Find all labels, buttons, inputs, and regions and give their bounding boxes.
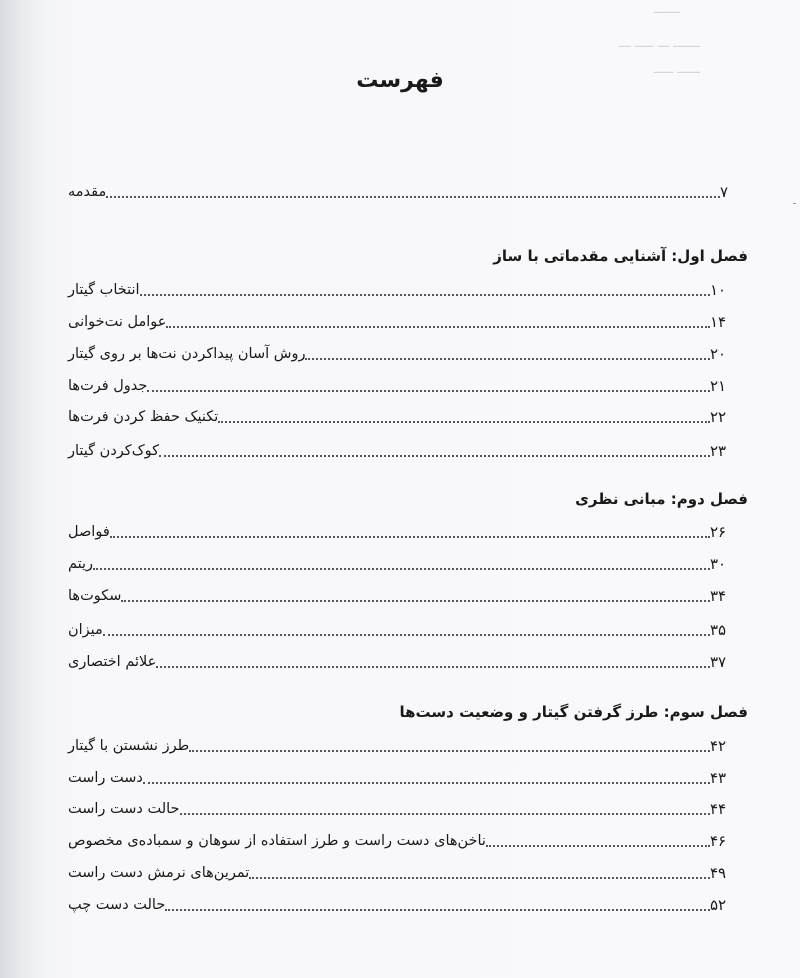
- dot-leader: [166, 326, 710, 328]
- page-number: ۴۹: [710, 864, 727, 882]
- toc-entry[interactable]: [64, 893, 738, 915]
- show-through-text: ـــــــ ـــ ـــــ ـــ: [619, 36, 700, 51]
- dot-leader: [121, 600, 710, 602]
- chapter-heading-2[interactable]: فصل دوم: مبانی نظری: [575, 490, 748, 508]
- page-number: ۳۵: [710, 621, 727, 639]
- toc-entry[interactable]: [64, 797, 738, 819]
- toc-entry-label: حالت دست راست: [68, 801, 180, 817]
- page-number: ۵۲: [710, 896, 727, 914]
- toc-entry[interactable]: [64, 405, 738, 427]
- toc-entry[interactable]: [64, 584, 738, 606]
- toc-entry-label: روش آسان پیداکردن نت‌ها بر روی گیتار: [68, 346, 306, 362]
- page-number: ۴۴: [710, 800, 727, 818]
- page-number: ۴۶: [710, 832, 727, 850]
- dot-leader: [103, 634, 710, 636]
- page-number: ۷: [720, 183, 729, 201]
- page-number: ۲۱: [710, 377, 727, 395]
- chapter-heading-3[interactable]: فصل سوم: طرز گرفتن گیتار و وضعیت دست‌ها: [399, 703, 748, 721]
- toc-entry-label: حالت دست چپ: [68, 897, 166, 913]
- dot-leader: [165, 909, 710, 911]
- toc-entry-label: میزان: [68, 622, 103, 638]
- page-number: ۲۶: [710, 523, 727, 541]
- dot-leader: [180, 813, 710, 815]
- page-number: ۴۳: [710, 769, 727, 787]
- toc-entry[interactable]: [64, 734, 738, 756]
- toc-entry-label: انتخاب گیتار: [68, 282, 140, 298]
- page-number: ۳۷: [710, 653, 727, 671]
- dot-leader: [249, 877, 710, 879]
- toc-entry-label: سکوت‌ها: [68, 588, 122, 604]
- page-number: ۱۴: [710, 313, 727, 331]
- toc-entry[interactable]: [64, 766, 738, 788]
- toc-entry-label: ناخن‌های دست راست و طرز استفاده از سوهان و سمباده‌ی مخصوص: [68, 833, 486, 849]
- dot-leader: [218, 421, 710, 423]
- toc-entry-label: علائم اختصاری: [68, 654, 157, 670]
- dot-leader: [147, 390, 710, 392]
- page-number: ۳۰: [710, 555, 727, 573]
- toc-entry-label: فواصل: [68, 524, 110, 540]
- page-number: ۴۲: [710, 737, 727, 755]
- toc-entry[interactable]: [64, 278, 738, 300]
- toc-entry[interactable]: [64, 374, 738, 396]
- toc-entry[interactable]: [64, 439, 738, 461]
- toc-entry-label: طرز نشستن با گیتار: [68, 738, 190, 754]
- scan-mark: [793, 203, 796, 204]
- toc-entry-intro[interactable]: [64, 180, 748, 202]
- page-number: ۲۲: [710, 408, 727, 426]
- toc-entry[interactable]: [64, 618, 738, 640]
- toc-entry[interactable]: [64, 829, 738, 851]
- dot-leader: [110, 536, 710, 538]
- toc-entry-label: دست راست: [68, 770, 143, 786]
- toc-entry[interactable]: [64, 342, 738, 364]
- toc-entry-label: ریتم: [68, 556, 94, 572]
- dot-leader: [486, 845, 710, 847]
- show-through-text: ـــــــ: [653, 2, 680, 17]
- toc-entry-label: مقدمه: [68, 184, 107, 200]
- dot-leader: [106, 196, 720, 198]
- toc-entry[interactable]: [64, 650, 738, 672]
- dot-leader: [140, 294, 710, 296]
- page-number: ۱۰: [710, 281, 727, 299]
- toc-entry-label: جدول فرت‌ها: [68, 378, 148, 394]
- dot-leader: [189, 750, 710, 752]
- toc-entry[interactable]: [64, 310, 738, 332]
- dot-leader: [143, 782, 710, 784]
- page-number: ۳۴: [710, 587, 727, 605]
- toc-entry[interactable]: [64, 552, 738, 574]
- dot-leader: [305, 358, 710, 360]
- toc-entry-label: کوک‌کردن گیتار: [68, 443, 160, 459]
- show-through-text: ــــــ ـــــ: [653, 62, 700, 77]
- toc-entry[interactable]: [64, 520, 738, 542]
- page-title: فهرست: [356, 68, 444, 93]
- chapter-heading-1[interactable]: فصل اول: آشنایی مقدماتی با ساز: [493, 247, 748, 265]
- dot-leader: [156, 666, 710, 668]
- toc-entry-label: تمرین‌های نرمش دست راست: [68, 865, 250, 881]
- page-number: ۲۰: [710, 345, 727, 363]
- toc-entry-label: عوامل نت‌خوانی: [68, 314, 167, 330]
- dot-leader: [93, 568, 710, 570]
- dot-leader: [159, 455, 710, 457]
- toc-entry[interactable]: [64, 861, 738, 883]
- page-number: ۲۳: [710, 442, 727, 460]
- toc-entry-label: تکنیک حفظ کردن فرت‌ها: [68, 409, 219, 425]
